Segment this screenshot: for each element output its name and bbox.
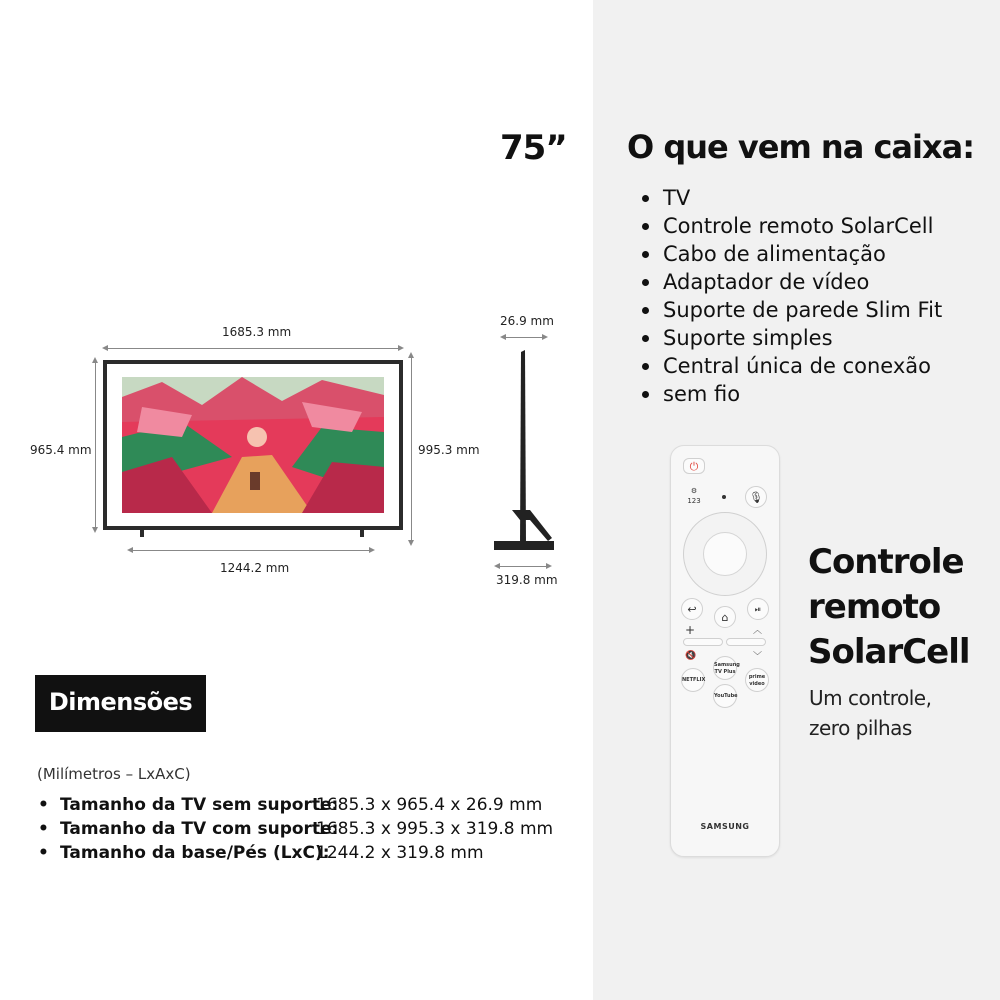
remote-subtitle-line: Um controle, [809,686,932,710]
back-icon: ↩ [681,598,703,620]
channel-up-icon: ︿ [753,626,763,636]
remote-title-line: SolarCell [808,632,970,672]
tv-foot-left [140,530,144,537]
home-icon: ⌂ [714,606,736,628]
remote-promo-subtitle [809,683,994,743]
play-pause-icon: ⏯ [747,598,769,620]
bullet-icon: • [38,795,49,815]
bullet-icon: • [38,819,49,839]
led-dot [722,495,726,499]
spec-value: 1685.3 x 965.4 x 26.9 mm [316,795,543,815]
list-item: Cabo de alimentação [640,240,942,268]
tvplus-key: Samsung TV Plus [713,656,737,680]
feet-width-label: 1244.2 mm [220,561,290,575]
spec-value: 1244.2 x 319.8 mm [316,843,484,863]
directional-pad [683,512,767,596]
tv-foot-right [360,530,364,537]
list-item: Suporte de parede Slim Fit [640,296,942,324]
spec-label: Tamanho da TV com suporte: [60,819,339,839]
ok-button [703,532,747,576]
netflix-key: NETFLIX [681,668,705,692]
units-note: (Milímetros – LxAxC) [37,765,191,783]
remote-title-line: remoto [808,587,941,627]
stand-depth-label: 319.8 mm [496,573,558,587]
arrow-down-icon [408,540,414,546]
spec-value: 1685.3 x 995.3 x 319.8 mm [316,819,554,839]
number-key-label: 123 [687,497,701,505]
arrow-right-icon [542,334,548,340]
arrow-up-icon [408,352,414,358]
in-the-box-list [640,184,942,408]
list-item: TV [640,184,942,212]
spec-label: Tamanho da TV sem suporte: [60,795,339,815]
volume-rocker [683,638,723,646]
left-height-dim-line [95,360,96,530]
list-item: Adaptador de vídeo [640,268,942,296]
arrow-left-icon [494,563,500,569]
height-with-stand-label: 995.3 mm [418,443,480,457]
arrow-right-icon [398,345,404,351]
number-key: ⚙ 123 [687,487,701,505]
height-without-stand-label: 965.4 mm [30,443,92,457]
list-item: Controle remoto SolarCell [640,212,942,240]
feet-width-dim-line [130,550,372,551]
list-item: sem fio [640,380,942,408]
arrow-up-icon [92,357,98,363]
list-item: Central única de conexão [640,352,942,380]
width-label: 1685.3 mm [222,325,292,339]
arrow-right-icon [369,547,375,553]
dimensions-title: Dimensões [48,688,193,716]
panel-depth-dim-line [503,337,545,338]
tv-size-label: 75” [500,128,567,168]
arrow-left-icon [127,547,133,553]
prime-key: prime video [745,668,769,692]
power-icon: ⏻ [683,458,705,474]
remote-brand-logo: SAMSUNG [700,822,750,831]
spec-label: Tamanho da base/Pés (LxC): [60,843,330,863]
stand-depth-dim-line [497,566,549,567]
bullet-icon: • [38,843,49,863]
arrow-right-icon [546,563,552,569]
right-height-dim-line [411,355,412,543]
list-item: Suporte simples [640,324,942,352]
arrow-down-icon [92,527,98,533]
remote-title-line: Controle [808,542,964,582]
width-dim-line [105,348,401,349]
arrow-left-icon [500,334,506,340]
tv-front-illustration [103,360,403,530]
tv-side-illustration [490,345,560,555]
dimensions-badge [35,675,206,732]
remote-promo-title [808,540,998,675]
microphone-icon: 🎙 [745,486,767,508]
channel-rocker [726,638,766,646]
remote-subtitle-line: zero pilhas [809,716,912,740]
artwork-image [122,377,384,513]
youtube-key: YouTube [713,684,737,708]
arrow-left-icon [102,345,108,351]
tv-mat [107,364,399,526]
remote-illustration [670,445,780,857]
panel-depth-label: 26.9 mm [500,314,554,328]
channel-down-icon: ﹀ [753,652,763,662]
in-the-box-title: O que vem na caixa: [627,128,974,166]
volume-up-icon: + [685,623,696,637]
mute-icon: 🔇 [685,651,697,661]
